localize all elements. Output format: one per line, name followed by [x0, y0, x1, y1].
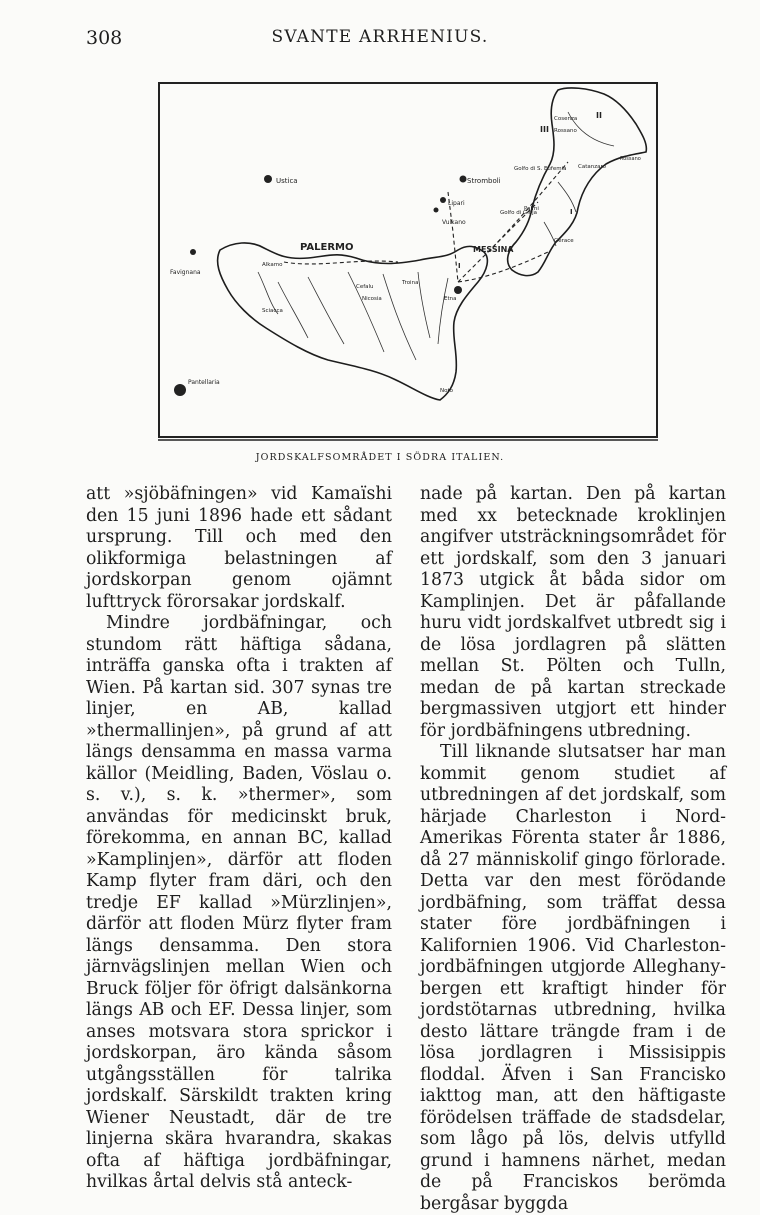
sicily-landmass	[218, 243, 488, 400]
label-lipari: Lipari	[448, 200, 465, 207]
paragraph: Till liknande slutsatser har man kommit genom studiet af utbredningen af det jordskalf, som härjade Charleston i Nord-Amerikas Förenta stater år 1886, då 27 människolif gingo förlorade. Detta var den mest förödande jordbäfning, som träffat dessa stater före jordbäfningen i Kalifornien 1906. Vid Charleston-jordbäfningen utgjorde Alleghany-bergen ett kraftigt hinder för jordstötarnas utbredning, hvilka desto lättare trängde fram i de lösa jordlagren i Missisippis floddal. Äfven i San Francisko iakttog man, att den häftigaste förödelsen träffade de stadsdelar, som lågo på lös, delvis utfylld grund i hamnens närhet, medan de på Franciskos berömda bergåsar byggda	[420, 742, 726, 1214]
islands	[174, 175, 467, 396]
map-figure	[158, 82, 658, 442]
label-cefalu: Cefalu	[356, 284, 374, 290]
paragraph: Mindre jordbäfningar, och stundom rätt häftiga sådana, inträffa ganska ofta i trakten af Wien. På kartan sid. 307 synas tre linjer, en AB, kallad »thermallinjen», på grund af att längs densamma en massa varma källor (Meidling, Baden, Vöslau o. s. v.), s. k. »thermer», som användas för medicinskt bruk, förekomma, en annan BC, kallad »Kamplinjen», därför att floden Kamp flyter fram däri, och den tredje EF kallad »Mürzlinjen», därför att floden Mürz flyter fram längs densamma. Den stora järnvägslinjen mellan Wien och Bruck följer för öfrigt dalsänkorna längs AB och EF. Dessa linjer, som anses motsvara stora sprickor i jordskorpan, äro kända såsom utgångsställen för talrika jordskalf. Särskildt trakten kring Wiener Neustadt, där de tre linjerna skära hvarandra, skakas ofta af häftiga jordbäfningar, hvilkas årtal delvis stå anteck-	[86, 613, 392, 1192]
label-catanzaro: Catanzaro	[578, 164, 606, 170]
label-noto: Noto	[440, 388, 454, 394]
label-stromboli: Stromboli	[467, 177, 501, 185]
label-gerace: Gerace	[554, 238, 574, 244]
seismic-lines	[284, 162, 568, 282]
label-palmi: Palmi	[524, 206, 539, 212]
left-column	[86, 484, 392, 1194]
map-frame	[159, 83, 657, 437]
right-column	[420, 484, 726, 1215]
label-rossano: Rossano	[620, 156, 641, 162]
label-region-iii: III	[540, 125, 549, 134]
label-favignana: Favignana	[170, 269, 201, 276]
label-golfo-gioja: Golfo di Gioja	[500, 210, 538, 216]
label-troina: Troina	[402, 280, 419, 286]
label-messina: MESSINA	[473, 245, 514, 254]
paragraph: nade på kartan. Den på kartan med xx betecknade kroklinjen angifver utsträckningsområdet för ett jordskalf, som den 3 januari 1873 utgick åt båda sidor om Kamplinjen. Det är påfallande huru vidt jordskalfvet utbredt sig i de lösa jordlagren på slätten mellan St. Pölten och Tulln, medan de på kartan streckade bergmassiven utgjort ett hinder för jordbäfningens utbredning.	[420, 484, 726, 741]
label-cosenza: Cosenza	[554, 116, 578, 122]
label-region-i: I	[458, 262, 461, 270]
running-title: SVANTE ARRHENIUS.	[271, 27, 489, 47]
figure-caption: JORDSKALFSOMRÅDET I SÖDRA ITALIEN.	[255, 452, 505, 463]
rivers	[258, 112, 614, 360]
label-etna: Etna	[444, 296, 457, 302]
paragraph: att »sjöbäfningen» vid Kamaïshi den 15 juni 1896 hade ett sådant ursprung. Till och med den olikformiga belastningen af jordskorpan genom ojämnt lufttryck förorsakar jordskalf.	[86, 484, 392, 612]
label-nicosia: Nicosia	[362, 296, 382, 302]
label-ustica: Ustica	[276, 177, 298, 185]
label-palermo: PALERMO	[300, 242, 354, 253]
page-header	[0, 27, 760, 57]
label-region-i-right: I	[570, 208, 573, 216]
label-pantellaria: Pantellaria	[188, 379, 220, 386]
label-vulkano: Vulkano	[442, 219, 466, 226]
page-number: 308	[86, 27, 123, 49]
label-alkamo: Alkamo	[262, 262, 283, 268]
label-golfo-eufemia: Golfo di S. Eufemia	[514, 166, 567, 172]
label-sciacca: Sciacca	[262, 308, 283, 314]
label-rossano-coast: Rossano	[554, 128, 577, 134]
map-of-southern-italy	[158, 82, 658, 442]
label-region-ii: II	[596, 111, 602, 120]
